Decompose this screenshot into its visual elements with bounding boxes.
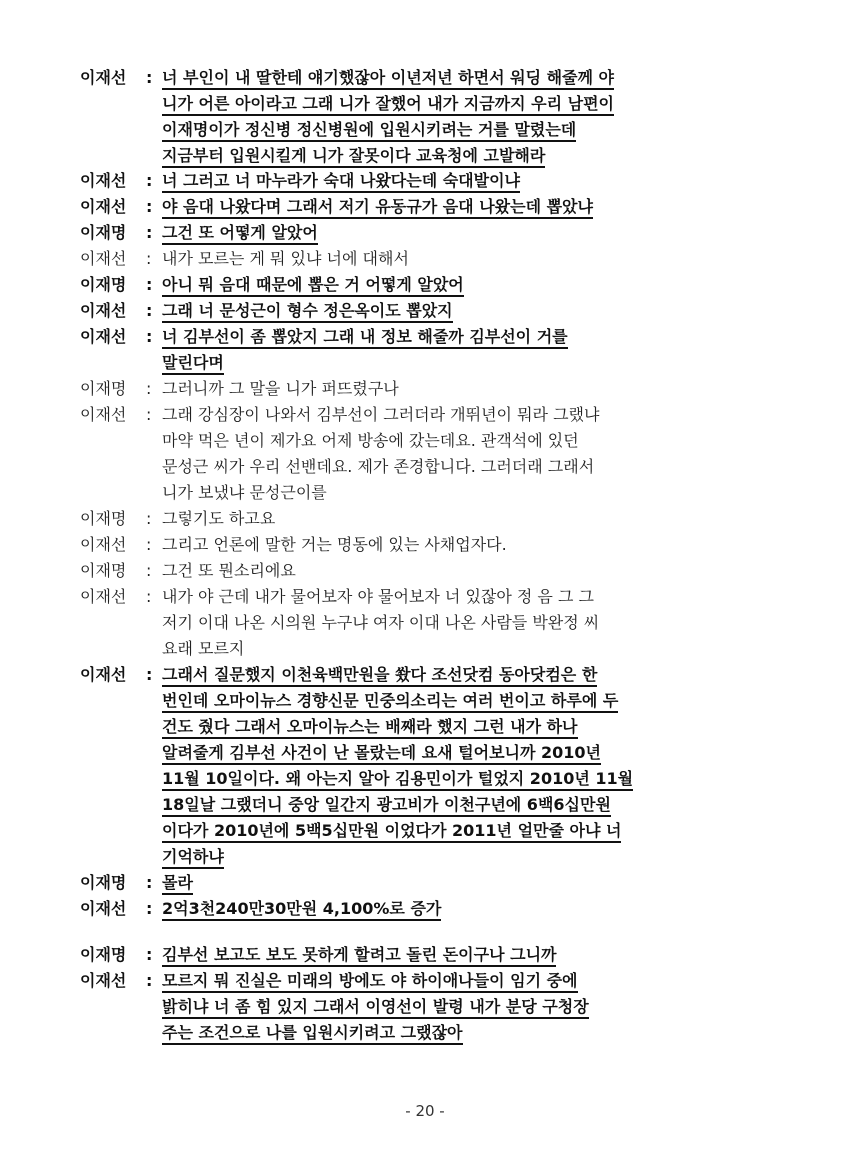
speaker-colon: : bbox=[146, 197, 153, 216]
dialogue-line bbox=[162, 532, 730, 558]
dialogue-line bbox=[162, 480, 730, 506]
dialogue-line bbox=[162, 896, 730, 922]
speaker-colon: : bbox=[146, 68, 153, 87]
dialogue-line bbox=[162, 662, 730, 688]
dialogue-line-text: 그리고 언론에 말한 거는 명동에 있는 사채업자다. bbox=[162, 535, 507, 554]
dialogue-text bbox=[162, 584, 730, 662]
dialogue-line-text: 아니 뭐 음대 때문에 뽑은 거 어떻게 알았어 bbox=[162, 275, 464, 297]
dialogue-entry bbox=[80, 65, 730, 169]
speaker-colon: : bbox=[146, 535, 152, 554]
dialogue-line bbox=[162, 610, 730, 636]
dialogue-line bbox=[162, 350, 730, 376]
dialogue-line bbox=[162, 428, 730, 454]
dialogue-entry bbox=[80, 584, 730, 662]
dialogue-entry bbox=[80, 272, 730, 298]
dialogue-line bbox=[162, 246, 730, 272]
dialogue-line-text: 그렇기도 하고요 bbox=[162, 509, 276, 528]
dialogue-line bbox=[162, 168, 730, 194]
dialogue-text bbox=[162, 402, 730, 506]
speaker-name: 이재선 bbox=[80, 899, 127, 918]
dialogue-line-text: 기억하냐 bbox=[162, 847, 224, 869]
speaker-colon: : bbox=[146, 561, 152, 580]
speaker-name: 이재선 bbox=[80, 68, 127, 87]
dialogue-line-text: 18일날 그랬더니 중앙 일간지 광고비가 이천구년에 6백6십만원 bbox=[162, 795, 611, 817]
speaker-name: 이재명 bbox=[80, 275, 127, 294]
dialogue-line bbox=[162, 402, 730, 428]
speaker-name: 이재선 bbox=[80, 249, 127, 268]
speaker-colon: : bbox=[146, 509, 152, 528]
dialogue-line-text: 김부선 보고도 보도 못하게 할려고 돌린 돈이구나 그니까 bbox=[162, 945, 556, 967]
speaker-name: 이재명 bbox=[80, 945, 127, 964]
dialogue-line bbox=[162, 220, 730, 246]
dialogue-line-text: 번인데 오마이뉴스 경향신문 민중의소리는 여러 번이고 하루에 두 bbox=[162, 691, 618, 713]
dialogue-line-text: 몰라 bbox=[162, 873, 193, 895]
dialogue-text bbox=[162, 272, 730, 298]
dialogue-line bbox=[162, 143, 730, 169]
dialogue-line bbox=[162, 298, 730, 324]
speaker-colon: : bbox=[146, 899, 153, 918]
dialogue-text bbox=[162, 942, 730, 968]
dialogue-text bbox=[162, 896, 730, 922]
dialogue-entry bbox=[80, 168, 730, 194]
dialogue-line bbox=[162, 506, 730, 532]
dialogue-line-text: 그건 또 어떻게 알았어 bbox=[162, 223, 318, 245]
speaker-colon: : bbox=[146, 405, 152, 424]
dialogue-line bbox=[162, 688, 730, 714]
dialogue-line-text: 주는 조건으로 나를 입원시키려고 그랬잖아 bbox=[162, 1023, 463, 1045]
dialogue-line bbox=[162, 1020, 730, 1046]
dialogue-entry bbox=[80, 896, 730, 922]
dialogue-line-text: 밝히냐 너 좀 힘 있지 그래서 이영선이 발령 내가 분당 구청장 bbox=[162, 997, 589, 1019]
speaker-colon: : bbox=[146, 971, 153, 990]
dialogue-line bbox=[162, 818, 730, 844]
speaker-name: 이재선 bbox=[80, 587, 127, 606]
dialogue-line-text: 2억3천240만30만원 4,100%로 증가 bbox=[162, 899, 441, 921]
dialogue-line bbox=[162, 766, 730, 792]
dialogue-entry bbox=[80, 506, 730, 532]
speaker-colon: : bbox=[146, 587, 152, 606]
dialogue-line bbox=[162, 636, 730, 662]
speaker-name: 이재명 bbox=[80, 509, 127, 528]
speaker-name: 이재선 bbox=[80, 327, 127, 346]
dialogue-line bbox=[162, 740, 730, 766]
dialogue-line bbox=[162, 558, 730, 584]
dialogue-line bbox=[162, 968, 730, 994]
dialogue-entry bbox=[80, 942, 730, 968]
speaker-colon: : bbox=[146, 379, 152, 398]
speaker-colon: : bbox=[146, 301, 153, 320]
dialogue-entry bbox=[80, 558, 730, 584]
dialogue-line-text: 11월 10일이다. 왜 아는지 알아 김용민이가 털었지 2010년 11월 bbox=[162, 769, 633, 791]
dialogue-line bbox=[162, 870, 730, 896]
speaker-name: 이재선 bbox=[80, 535, 127, 554]
dialogue-text bbox=[162, 246, 730, 272]
speaker-name: 이재선 bbox=[80, 665, 127, 684]
dialogue-text bbox=[162, 532, 730, 558]
dialogue-line-text: 마약 먹은 년이 제가요 어제 방송에 갔는데요. 관객석에 있던 bbox=[162, 431, 579, 450]
speaker-name: 이재선 bbox=[80, 301, 127, 320]
dialogue-line-text: 그래 강심장이 나와서 김부선이 그러더라 개뛰년이 뭐라 그랬냐 bbox=[162, 405, 600, 424]
speaker-name: 이재선 bbox=[80, 171, 127, 190]
dialogue-line bbox=[162, 194, 730, 220]
dialogue-line bbox=[162, 117, 730, 143]
speaker-colon: : bbox=[146, 171, 153, 190]
dialogue-line-text: 내가 야 근데 내가 물어보자 야 물어보자 너 있잖아 정 음 그 그 bbox=[162, 587, 594, 606]
dialogue-line bbox=[162, 454, 730, 480]
speaker-colon: : bbox=[146, 665, 153, 684]
speaker-colon: : bbox=[146, 223, 153, 242]
dialogue-text bbox=[162, 298, 730, 324]
dialogue-entry bbox=[80, 532, 730, 558]
dialogue-line bbox=[162, 65, 730, 91]
dialogue-line-text: 지금부터 입원시킬게 니가 잘못이다 교육청에 고발해라 bbox=[162, 146, 545, 168]
dialogue-line-text: 알려줄게 김부선 사건이 난 몰랐는데 요새 털어보니까 2010년 bbox=[162, 743, 601, 765]
speaker-colon: : bbox=[146, 249, 152, 268]
speaker-colon: : bbox=[146, 327, 153, 346]
speaker-colon: : bbox=[146, 945, 153, 964]
dialogue-text bbox=[162, 662, 730, 870]
dialogue-line bbox=[162, 714, 730, 740]
dialogue-text bbox=[162, 194, 730, 220]
dialogue-entry bbox=[80, 870, 730, 896]
dialogue-line-text: 그래서 질문했지 이천육백만원을 쐈다 조선닷컴 동아닷컴은 한 bbox=[162, 665, 597, 687]
dialogue-line-text: 그건 또 뭔소리에요 bbox=[162, 561, 296, 580]
dialogue-text bbox=[162, 968, 730, 1046]
dialogue-line bbox=[162, 584, 730, 610]
dialogue-line bbox=[162, 91, 730, 117]
dialogue-line-text: 니가 어른 아이라고 그래 니가 잘했어 내가 지금까지 우리 남편이 bbox=[162, 94, 614, 116]
dialogue-line bbox=[162, 272, 730, 298]
dialogue-line bbox=[162, 324, 730, 350]
dialogue-text bbox=[162, 324, 730, 376]
speaker-colon: : bbox=[146, 873, 153, 892]
dialogue-line bbox=[162, 792, 730, 818]
speaker-name: 이재선 bbox=[80, 405, 127, 424]
dialogue-text bbox=[162, 65, 730, 169]
dialogue-line-text: 그러니까 그 말을 니가 퍼뜨렸구나 bbox=[162, 379, 399, 398]
dialogue-line-text: 그래 너 문성근이 형수 정은옥이도 뽑았지 bbox=[162, 301, 453, 323]
dialogue-line bbox=[162, 942, 730, 968]
dialogue-text bbox=[162, 376, 730, 402]
dialogue-line-text: 건도 줬다 그래서 오마이뉴스는 배째라 했지 그런 내가 하나 bbox=[162, 717, 578, 739]
dialogue-line-text: 야 음대 나왔다며 그래서 저기 유동규가 음대 나왔는데 뽑았냐 bbox=[162, 197, 593, 219]
dialogue-text bbox=[162, 506, 730, 532]
page-number: - 20 - bbox=[405, 1102, 445, 1120]
dialogue-entry bbox=[80, 402, 730, 506]
dialogue-entry bbox=[80, 246, 730, 272]
dialogue-line-text: 너 그러고 너 마누라가 숙대 나왔다는데 숙대발이냐 bbox=[162, 171, 520, 193]
dialogue-entry bbox=[80, 968, 730, 1046]
dialogue-entry bbox=[80, 324, 730, 376]
dialogue-line bbox=[162, 994, 730, 1020]
speaker-colon: : bbox=[146, 275, 153, 294]
dialogue-line-text: 너 부인이 내 딸한테 얘기했잖아 이년저년 하면서 워딩 해줄께 야 bbox=[162, 68, 614, 90]
dialogue-line-text: 이재명이가 정신병 정신병원에 입원시키려는 거를 말렸는데 bbox=[162, 120, 576, 142]
dialogue-text bbox=[162, 168, 730, 194]
dialogue-entry bbox=[80, 662, 730, 870]
speaker-name: 이재명 bbox=[80, 223, 127, 242]
dialogue-line-text: 이다가 2010년에 5백5십만원 이었다가 2011년 얼만줄 아냐 너 bbox=[162, 821, 621, 843]
dialogue-entry bbox=[80, 298, 730, 324]
dialogue-text bbox=[162, 558, 730, 584]
dialogue-entry bbox=[80, 376, 730, 402]
dialogue-line-text: 문성근 씨가 우리 선밴데요. 제가 존경합니다. 그러더래 그래서 bbox=[162, 457, 595, 476]
dialogue-line-text: 저기 이대 나온 시의원 누구냐 여자 이대 나온 사람들 박완정 씨 bbox=[162, 613, 600, 632]
dialogue-text bbox=[162, 870, 730, 896]
dialogue-line-text: 너 김부선이 좀 뽑았지 그래 내 정보 해줄까 김부선이 거를 bbox=[162, 327, 568, 349]
dialogue-line bbox=[162, 376, 730, 402]
speaker-name: 이재명 bbox=[80, 561, 127, 580]
dialogue-line bbox=[162, 844, 730, 870]
dialogue-entry bbox=[80, 220, 730, 246]
speaker-name: 이재명 bbox=[80, 379, 127, 398]
dialogue-line-text: 니가 보냈냐 문성근이를 bbox=[162, 483, 327, 502]
speaker-name: 이재선 bbox=[80, 971, 127, 990]
dialogue-line-text: 내가 모르는 게 뭐 있냐 너에 대해서 bbox=[162, 249, 409, 268]
dialogue-line-text: 모르지 뭐 진실은 미래의 방에도 야 하이애나들이 임기 중에 bbox=[162, 971, 578, 993]
dialogue-line-text: 요래 모르지 bbox=[162, 639, 245, 658]
dialogue-entry bbox=[80, 194, 730, 220]
speaker-name: 이재선 bbox=[80, 197, 127, 216]
dialogue-line-text: 말린다며 bbox=[162, 353, 224, 375]
dialogue-text bbox=[162, 220, 730, 246]
speaker-name: 이재명 bbox=[80, 873, 127, 892]
